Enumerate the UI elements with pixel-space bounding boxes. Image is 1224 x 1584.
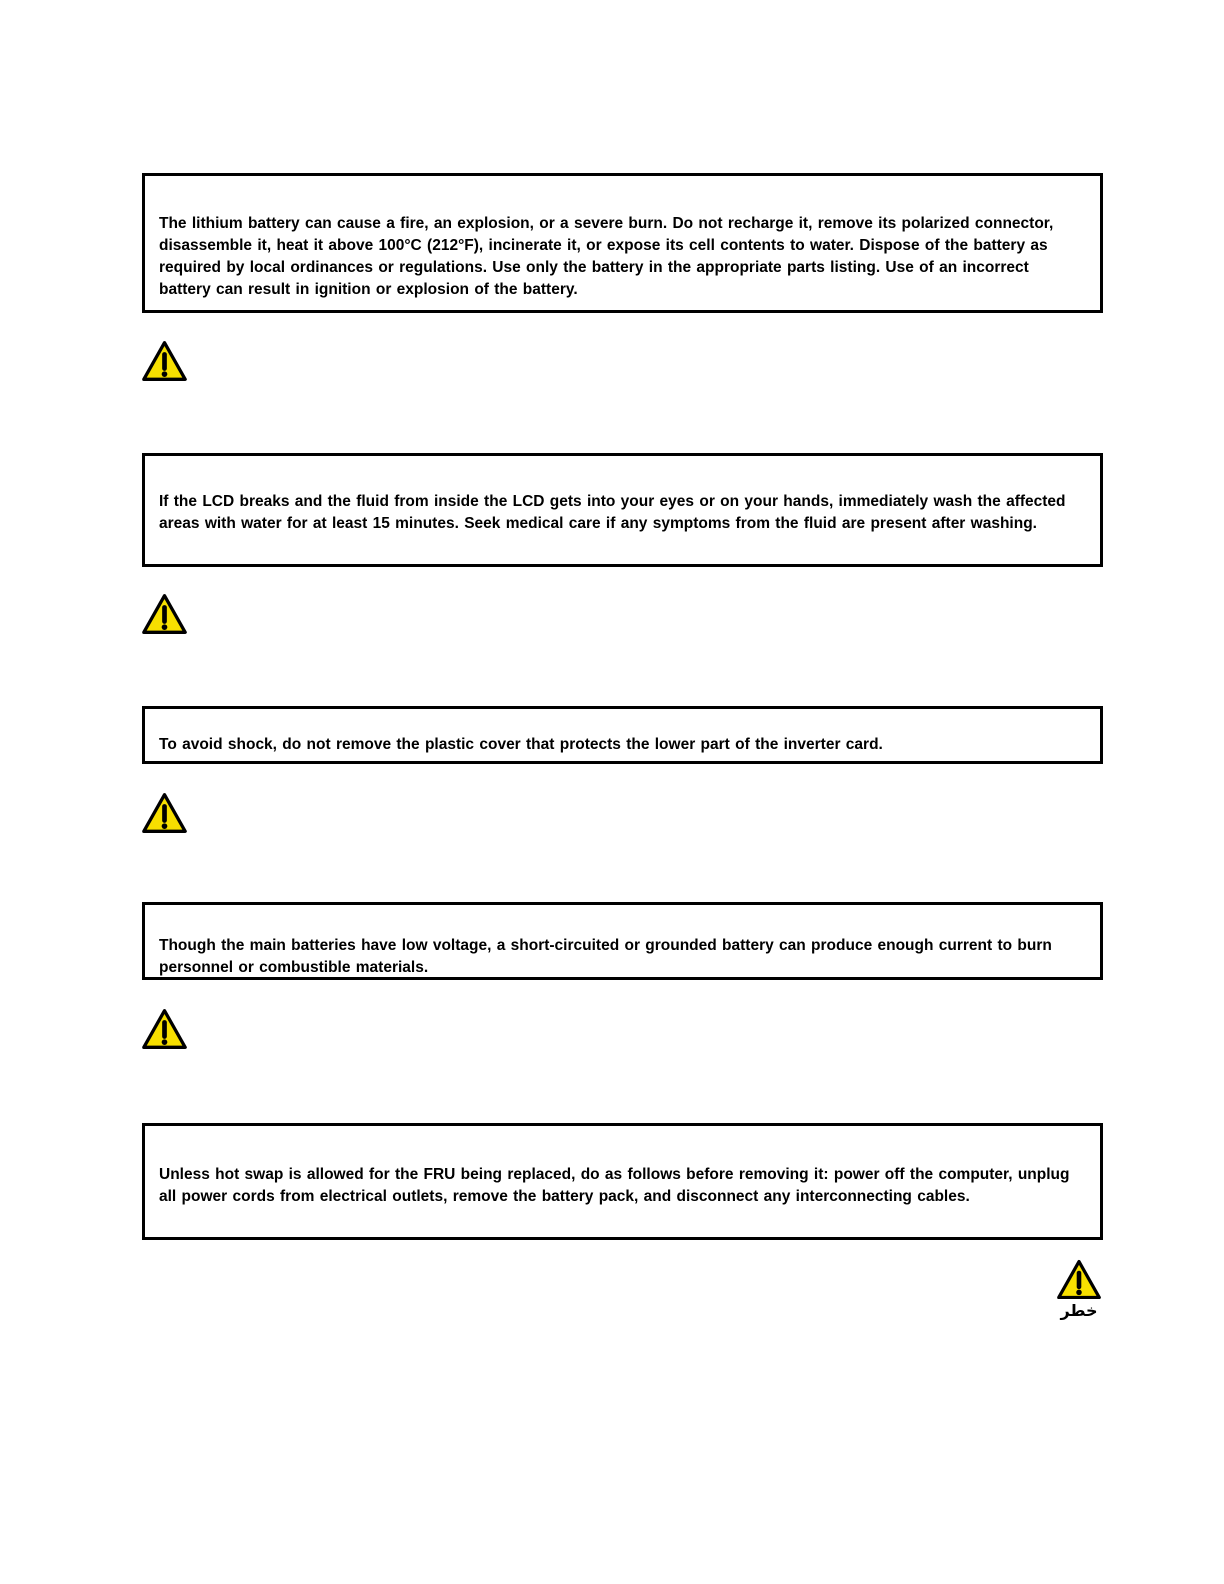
notice-text: If the LCD breaks and the fluid from inside the LCD gets into your eyes or on your hands, immediately wash the affected areas with water for at least 15 minutes. Seek medical care if any symptoms from the fluid are present after washing. [159, 493, 1066, 532]
notice-text: Though the main batteries have low voltage, a short-circuited or grounded battery can produce enough current to burn personnel or combustible materials. [159, 937, 1052, 976]
notice-text: Unless hot swap is allowed for the FRU being replaced, do as follows before removing it: power off the computer, unplug all power cords from electrical outlets, remove the battery pack, and disconnect any interconnecting cables. [159, 1166, 1070, 1205]
danger-label-arabic: خطر [1060, 1301, 1098, 1320]
danger-notice-box-hot-swap [142, 1123, 1103, 1240]
warning-triangle-icon [1056, 1258, 1102, 1301]
notice-text: The lithium battery can cause a fire, an explosion, or a severe burn. Do not recharge it, remove its polarized connector, disassemble it, heat it above 100°C (212°F), incinerate it, or expose its cell contents to water. Dispose of the battery as required by local ordinances or regulations. Use only the battery in the appropriate parts listing. Use of an incorrect battery can result in ignition or explosion of the battery. [159, 215, 1054, 298]
exclamation-dot [1076, 1290, 1082, 1296]
exclamation-dot [162, 624, 168, 630]
notice-text: To avoid shock, do not remove the plastic cover that protects the lower part of the inverter card. [159, 736, 883, 753]
exclamation-dot [162, 823, 168, 829]
warning-triangle-icon [141, 791, 188, 835]
warning-triangle-icon [141, 339, 188, 383]
danger-sign-arabic [1054, 1258, 1104, 1320]
exclamation-dot [162, 1039, 168, 1045]
danger-notice-box-battery-short-circuit [142, 902, 1103, 980]
danger-notice-box-lcd-fluid [142, 453, 1103, 567]
exclamation-dot [162, 371, 168, 377]
warning-triangle-icon [141, 1007, 188, 1051]
warning-triangle-icon [141, 592, 188, 636]
danger-notice-box-lithium-battery [142, 173, 1103, 313]
danger-notice-box-inverter-card [142, 706, 1103, 764]
